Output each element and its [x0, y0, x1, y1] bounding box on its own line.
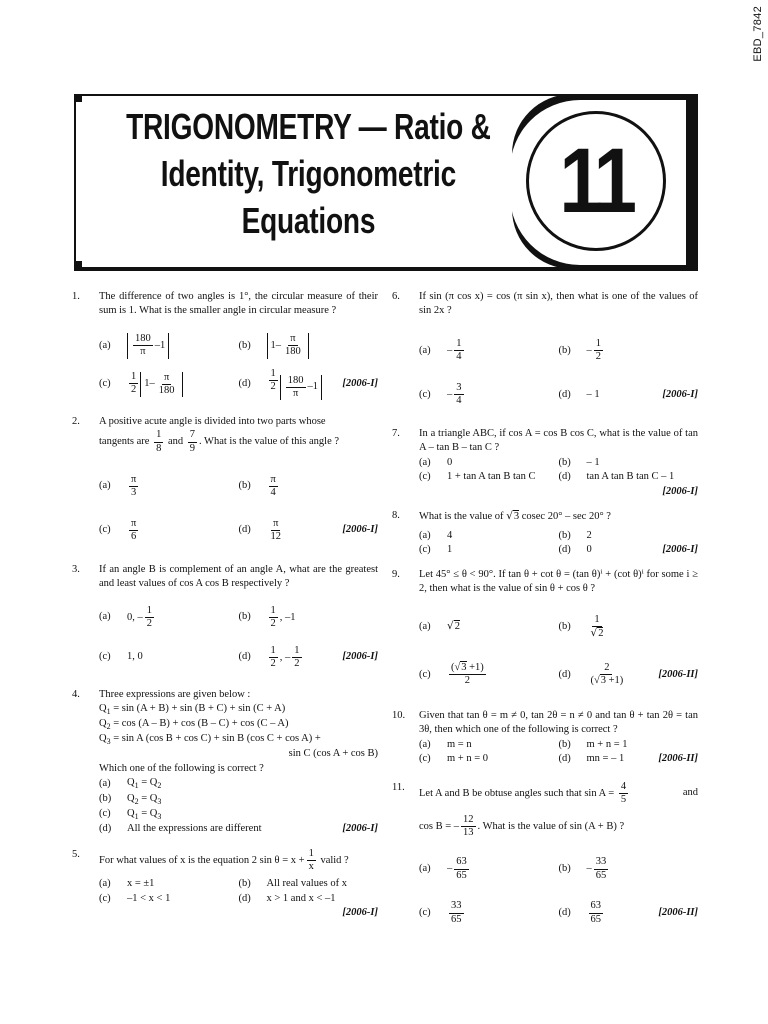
left-column [72, 290, 378, 931]
question-stem: Given that tan θ = m ≠ 0, tan 2θ = n ≠ 0 and tan θ + tan 2θ = tan 3θ, then which one of the following is correct ? [419, 709, 698, 736]
option-label: (d) [558, 388, 571, 400]
question-7 [392, 427, 698, 499]
option-label: (b) [238, 611, 251, 623]
question-4 [72, 688, 378, 837]
option-expression: – $\frac{1}{2}$ [586, 338, 601, 363]
question-11 [392, 781, 698, 935]
question-9 [392, 568, 698, 699]
option-expression: m + n = 1 [586, 738, 628, 750]
option-label: (d) [558, 471, 571, 483]
question-stem: If sin (π cos x) = cos (π sin x), then what is one of the values of sin 2x ? [419, 291, 698, 317]
year-tag: [2006-I] [342, 524, 378, 536]
title-line: Equations [241, 199, 376, 241]
title-line: Identity, Trigonometric [160, 152, 457, 194]
option-label: (b) [238, 878, 251, 890]
option-label: (d) [238, 524, 251, 536]
option-expression: x > 1 and x < –1 [266, 892, 336, 904]
option-label: (a) [419, 620, 431, 632]
option-label: (a) [99, 339, 111, 351]
page-code: EBD_7842 [751, 6, 764, 62]
option-label: (c) [419, 753, 431, 765]
question-stem: Let 45° ≤ θ < 90°. If tan θ + cot θ = (tan θ)ⁱ + (cot θ)ⁱ for some i ≥ 2, then what is the value of sin θ + cos θ ? [419, 568, 698, 595]
title-line: TRIGONOMETRY — Ratio & [126, 106, 491, 147]
option-label: (a) [419, 344, 431, 356]
option-label: (c) [419, 906, 431, 918]
option-label: (c) [419, 668, 431, 680]
question-stem: In a triangle ABC, if cos A = cos B cos C, what is the value of tan A – tan B – tan C ? [419, 427, 698, 454]
option-label: (a) [99, 878, 111, 890]
year-tag: [2006-I] [342, 377, 378, 389]
question-5 [72, 848, 378, 921]
question-number: 1. [72, 291, 80, 302]
corner-mark [74, 261, 82, 269]
option-expression: All real values of x [266, 878, 347, 890]
question-stem: If an angle B is complement of an angle A, what are the greatest and least values of cos A cos B respectively ? [99, 563, 378, 590]
option-label: (b) [558, 738, 571, 750]
option-expression: – $\frac{33}{65}$ [586, 856, 607, 881]
option-label: (b) [558, 456, 571, 468]
question-6 [392, 290, 698, 417]
year-tag: [2006-I] [342, 822, 378, 834]
year-tag: [2006-I] [342, 907, 378, 919]
option-expression: $\frac{33}{65}$ [451, 900, 462, 925]
year-tag: [2006-II] [658, 668, 698, 680]
question-stem: What is the value of √3 cosec 20° – sec 20° ? [419, 510, 611, 523]
option-label: (c) [419, 544, 431, 556]
year-tag: [2006-II] [658, 906, 698, 918]
option-expression: – $\frac{63}{65}$ [447, 856, 467, 881]
option-label: (c) [99, 377, 111, 389]
option-expression: – $\frac{1}{4}$ [447, 338, 462, 363]
question-10 [392, 709, 698, 767]
option-expression: $Q_1 = Q_3$ [127, 807, 162, 821]
option-expression: tan A tan B tan C – 1 [586, 471, 675, 483]
corner-mark [74, 94, 82, 102]
year-tag: [2006-I] [342, 651, 378, 663]
question-stem: Let A and B be obtuse angles such that sin A = $\frac{4}{5}$ and cos B = – $\frac{12}{13}$ . What is the value of sin (A + B) ? [419, 780, 698, 838]
option-expression: – $\frac{3}{4}$ [447, 382, 462, 407]
question-number: 7. [392, 427, 400, 439]
chapter-title [90, 104, 527, 244]
question-1 [72, 290, 378, 405]
chapter-number-badge [526, 111, 666, 251]
option-label: (d) [558, 668, 571, 680]
option-label: (a) [419, 862, 431, 874]
option-label: (c) [99, 524, 111, 536]
question-stem: Three expressions are given below : $Q_1 = \sin (A + B) + \sin (B + C) + \sin (C + A)$ $Q_2 = \cos (A - B) + \cos (B - C) + \cos (C - A)$ $Q_3 = \sin A$ (cos B + cos C) + sin B (cos C + cos A) + sin C (cos A + cos B) Which one of the following is correct ? [99, 688, 378, 774]
option-label: (d) [558, 544, 571, 556]
option-expression: mn = – 1 [586, 753, 625, 765]
option-label: (d) [99, 822, 112, 834]
option-expression: m = n [447, 738, 472, 750]
option-label: (d) [558, 906, 571, 918]
option-expression: x = ±1 [127, 878, 155, 890]
option-label: (a) [99, 777, 111, 789]
option-expression: $Q_2 = Q_3$ [127, 792, 162, 806]
option-expression: $\frac{\pi}{3}$ [131, 474, 137, 499]
question-number: 4. [72, 688, 80, 700]
option-expression: $\frac{\pi}{12}$ [270, 518, 281, 543]
question-number: 3. [72, 563, 80, 575]
option-expression: $\frac{180}{\pi}$ –1 [127, 333, 169, 358]
option-expression: All the expressions are different [127, 822, 262, 834]
option-expression: $\frac{1}{√2}$ [590, 613, 604, 639]
option-expression: 0 [586, 544, 592, 556]
option-expression: 4 [447, 529, 453, 541]
question-number: 5. [72, 849, 80, 861]
question-number: 8. [392, 510, 400, 522]
question-number: 11. [392, 781, 405, 793]
option-label: (b) [558, 344, 571, 356]
option-expression: 1– $\frac{\pi}{180}$ [267, 333, 309, 358]
option-expression: 1 + tan A tan B tan C [447, 471, 536, 483]
option-label: (c) [419, 471, 431, 483]
option-label: (d) [238, 377, 251, 389]
option-label: (a) [99, 611, 111, 623]
header-rule [74, 269, 698, 271]
question-number: 9. [392, 568, 400, 580]
chapter-banner [74, 94, 698, 269]
option-expression: 1 [447, 544, 453, 556]
question-2 [72, 415, 378, 553]
option-expression: $\frac{2}{(√3 +1)}$ [590, 662, 624, 687]
option-expression: 0, – $\frac{1}{2}$ [127, 604, 152, 630]
option-label: (b) [238, 480, 251, 492]
year-tag: [2006-I] [662, 388, 698, 400]
year-tag: [2006-I] [662, 485, 698, 497]
question-number: 6. [392, 291, 400, 302]
option-label: (a) [419, 529, 431, 541]
option-label: (b) [558, 620, 571, 632]
option-expression: 0 [447, 456, 453, 468]
question-3 [72, 563, 378, 678]
question-number: 10. [392, 709, 406, 721]
question-number: 2. [72, 415, 80, 427]
question-stem: The difference of two angles is 1°, the circular measure of their sum is 1. What is the smaller angle in circular measure ? [99, 291, 378, 317]
option-label: (a) [419, 456, 431, 468]
option-label: (a) [419, 738, 431, 750]
option-expression: –1 < x < 1 [127, 892, 171, 904]
option-expression: $\frac{(√3 +1)}{2}$ [451, 662, 484, 687]
option-expression: m + n = 0 [447, 753, 489, 765]
option-label: (b) [99, 792, 112, 804]
chapter-number: 11 [559, 129, 633, 232]
option-label: (d) [238, 892, 251, 904]
option-label: (c) [99, 892, 111, 904]
option-label: (d) [558, 753, 571, 765]
option-expression: √2 [447, 620, 460, 633]
option-label: (b) [558, 862, 571, 874]
option-label: (b) [558, 529, 571, 541]
option-label: (a) [99, 480, 111, 492]
option-expression: – 1 [586, 388, 600, 400]
option-expression: 2 [586, 529, 592, 541]
option-label: (b) [238, 339, 251, 351]
option-expression: – 1 [586, 456, 600, 468]
question-stem: A positive acute angle is divided into two parts whose tangents are $\frac{1}{8}$ and $\frac{7}{9}$ . What is the value of this angle ? [99, 415, 340, 454]
option-label: (d) [238, 651, 251, 663]
question-stem: For what values of x is the equation 2 sin θ = x + $\frac{1}{x}$ valid ? [99, 848, 349, 873]
right-column [392, 290, 698, 945]
option-expression: 1, 0 [127, 651, 143, 663]
option-expression: $\frac{1}{2}$ , – $\frac{1}{2}$ [270, 644, 300, 670]
option-expression: $\frac{63}{65}$ [590, 900, 601, 925]
option-expression: $\frac{\pi}{4}$ [270, 474, 276, 499]
option-expression: $Q_1 = Q_2$ [127, 777, 162, 791]
option-label: (c) [419, 388, 431, 400]
option-label: (c) [99, 651, 111, 663]
option-expression: $\frac{1}{2}$ $\frac{180}{\pi}$ –1 [267, 368, 323, 400]
option-expression: $\frac{1}{2}$ , –1 [270, 604, 296, 630]
year-tag: [2006-I] [662, 544, 698, 556]
question-8 [392, 509, 698, 557]
option-label: (c) [99, 807, 111, 819]
option-expression: $\frac{1}{2}$ 1– $\frac{\pi}{180}$ [127, 371, 183, 397]
option-expression: $\frac{\pi}{6}$ [131, 518, 137, 543]
year-tag: [2006-II] [658, 753, 698, 765]
